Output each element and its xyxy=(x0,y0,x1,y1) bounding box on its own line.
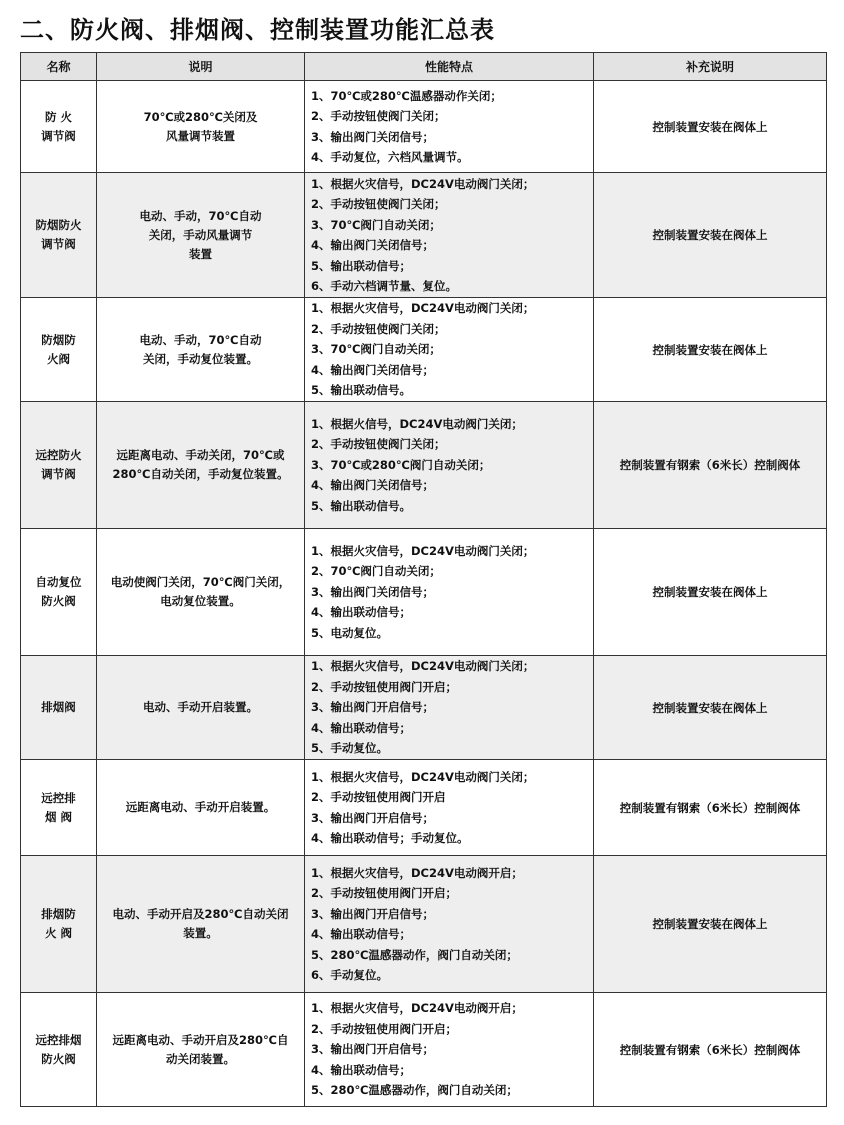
valve-note: 控制装置有钢索（6米长）控制阀体 xyxy=(594,993,827,1107)
valve-description: 电动、手动开启及280℃自动关闭 装置。 xyxy=(97,856,305,993)
valve-note: 控制装置安装在阀体上 xyxy=(594,656,827,760)
feature-line: 5、280℃温感器动作，阀门自动关闭； xyxy=(311,1083,518,1098)
feature-line: 3、70℃或280℃阀门自动关闭； xyxy=(311,457,491,472)
feature-line: 5、输出联动信号。 xyxy=(311,498,412,513)
valve-name: 排烟防 火 阀 xyxy=(21,856,97,993)
feature-line: 2、手动按钮使用阀门开启； xyxy=(311,679,458,694)
feature-line: 2、手动按钮使阀门关闭； xyxy=(311,109,446,123)
feature-line: 2、手动按钮使阀门关闭； xyxy=(311,437,446,452)
feature-line: 1、70℃或280℃温感器动作关闭； xyxy=(311,88,502,103)
feature-line: 3、70℃阀门自动关闭； xyxy=(311,217,441,232)
valve-description: 远距离电动、手动开启及280℃自 动关闭装置。 xyxy=(97,993,305,1107)
valve-name: 自动复位 防火阀 xyxy=(21,529,97,656)
table-row xyxy=(21,298,827,402)
feature-line: 4、手动复位，六档风量调节。 xyxy=(311,150,469,164)
valve-name: 排烟阀 xyxy=(21,656,97,760)
header-row xyxy=(21,53,827,81)
feature-line: 2、70℃阀门自动关闭； xyxy=(311,564,441,579)
feature-line: 2、手动按钮使阀门关闭； xyxy=(311,321,446,336)
feature-line: 4、输出阀门关闭信号； xyxy=(311,478,435,493)
feature-line: 1、根据火信号，DC24V电动阀门关闭； xyxy=(311,416,523,431)
feature-line: 2、手动按钮使用阀门开启 xyxy=(311,790,446,804)
feature-line: 2、手动按钮使阀门关闭； xyxy=(311,197,446,211)
feature-line: 4、输出联动信号； xyxy=(311,720,412,735)
valve-note: 控制装置安装在阀体上 xyxy=(594,173,827,298)
table-row xyxy=(21,402,827,529)
valve-note: 控制装置安装在阀体上 xyxy=(594,81,827,173)
table-body xyxy=(21,81,827,1107)
valve-features xyxy=(305,402,594,529)
feature-line: 4、输出阀门关闭信号； xyxy=(311,362,435,377)
page-title: 二、防火阀、排烟阀、控制装置功能汇总表 xyxy=(20,16,495,44)
valve-description: 70℃或280℃关闭及 风量调节装置 xyxy=(97,81,305,173)
feature-line: 3、70℃阀门自动关闭； xyxy=(311,342,441,357)
valve-features xyxy=(305,760,594,856)
feature-line: 6、手动六档调节量、复位。 xyxy=(311,279,458,293)
feature-line: 1、根据火灾信号，DC24V电动阀门关闭； xyxy=(311,543,535,558)
feature-line: 5、280℃温感器动作，阀门自动关闭； xyxy=(311,947,518,962)
valve-description: 电动、手动开启装置。 xyxy=(97,656,305,760)
feature-line: 5、手动复位。 xyxy=(311,741,389,756)
feature-line: 1、根据火灾信号，DC24V电动阀门关闭； xyxy=(311,301,535,316)
valve-description: 电动、手动，70℃自动 关闭，手动风量调节 装置 xyxy=(97,173,305,298)
valve-name: 远控排 烟 阀 xyxy=(21,760,97,856)
valve-features xyxy=(305,298,594,402)
valve-note: 控制装置安装在阀体上 xyxy=(594,298,827,402)
feature-line: 1、根据火灾信号，DC24V电动阀门关闭； xyxy=(311,176,535,191)
table-row xyxy=(21,529,827,656)
valve-note: 控制装置安装在阀体上 xyxy=(594,529,827,656)
valve-name: 防烟防火 调节阀 xyxy=(21,173,97,298)
table-row xyxy=(21,856,827,993)
feature-line: 3、输出阀门开启信号； xyxy=(311,1042,435,1057)
valve-name: 防烟防 火阀 xyxy=(21,298,97,402)
feature-line: 2、手动按钮使用阀门开启； xyxy=(311,886,458,900)
header-description: 说明 xyxy=(97,53,305,81)
valve-note: 控制装置有钢索（6米长）控制阀体 xyxy=(594,760,827,856)
valve-features xyxy=(305,856,594,993)
valve-features xyxy=(305,993,594,1107)
table-row xyxy=(21,993,827,1107)
feature-line: 5、电动复位。 xyxy=(311,625,389,640)
header-note: 补充说明 xyxy=(594,53,827,81)
valve-name: 远控防火 调节阀 xyxy=(21,402,97,529)
table-row xyxy=(21,81,827,173)
feature-line: 1、根据火灾信号，DC24V电动阀开启； xyxy=(311,865,523,880)
feature-line: 6、手动复位。 xyxy=(311,968,389,982)
valve-features xyxy=(305,656,594,760)
feature-line: 4、输出联动信号；手动复位。 xyxy=(311,831,469,845)
header-features: 性能特点 xyxy=(305,53,594,81)
valve-description: 电动、手动，70℃自动 关闭，手动复位装置。 xyxy=(97,298,305,402)
feature-line: 5、输出联动信号。 xyxy=(311,383,412,398)
feature-line: 2、手动按钮使用阀门开启； xyxy=(311,1021,458,1036)
feature-line: 5、输出联动信号； xyxy=(311,258,412,273)
feature-line: 3、输出阀门关闭信号； xyxy=(311,129,435,144)
valve-note: 控制装置有钢索（6米长）控制阀体 xyxy=(594,402,827,529)
feature-line: 1、根据火灾信号，DC24V电动阀门关闭； xyxy=(311,769,535,784)
feature-line: 1、根据火灾信号，DC24V电动阀门关闭； xyxy=(311,659,535,674)
valve-description: 电动使阀门关闭，70℃阀门关闭， 电动复位装置。 xyxy=(97,529,305,656)
valve-name: 远控排烟 防火阀 xyxy=(21,993,97,1107)
valve-description: 远距离电动、手动开启装置。 xyxy=(97,760,305,856)
feature-line: 3、输出阀门开启信号； xyxy=(311,700,435,715)
feature-line: 3、输出阀门开启信号； xyxy=(311,810,435,825)
feature-line: 3、输出阀门开启信号； xyxy=(311,906,435,921)
feature-line: 3、输出阀门关闭信号； xyxy=(311,584,435,599)
feature-line: 4、输出联动信号； xyxy=(311,1062,412,1077)
function-summary-table xyxy=(20,52,827,1107)
valve-features xyxy=(305,529,594,656)
table-row xyxy=(21,760,827,856)
feature-line: 1、根据火灾信号，DC24V电动阀开启； xyxy=(311,1001,523,1016)
valve-features xyxy=(305,173,594,298)
feature-line: 4、输出阀门关闭信号； xyxy=(311,238,435,252)
valve-features xyxy=(305,81,594,173)
table-row xyxy=(21,656,827,760)
feature-line: 4、输出联动信号； xyxy=(311,927,412,941)
valve-description: 远距离电动、手动关闭，70℃或 280℃自动关闭，手动复位装置。 xyxy=(97,402,305,529)
header-name: 名称 xyxy=(21,53,97,81)
valve-note: 控制装置安装在阀体上 xyxy=(594,856,827,993)
feature-line: 4、输出联动信号； xyxy=(311,605,412,620)
valve-name: 防 火 调节阀 xyxy=(21,81,97,173)
table-row xyxy=(21,173,827,298)
